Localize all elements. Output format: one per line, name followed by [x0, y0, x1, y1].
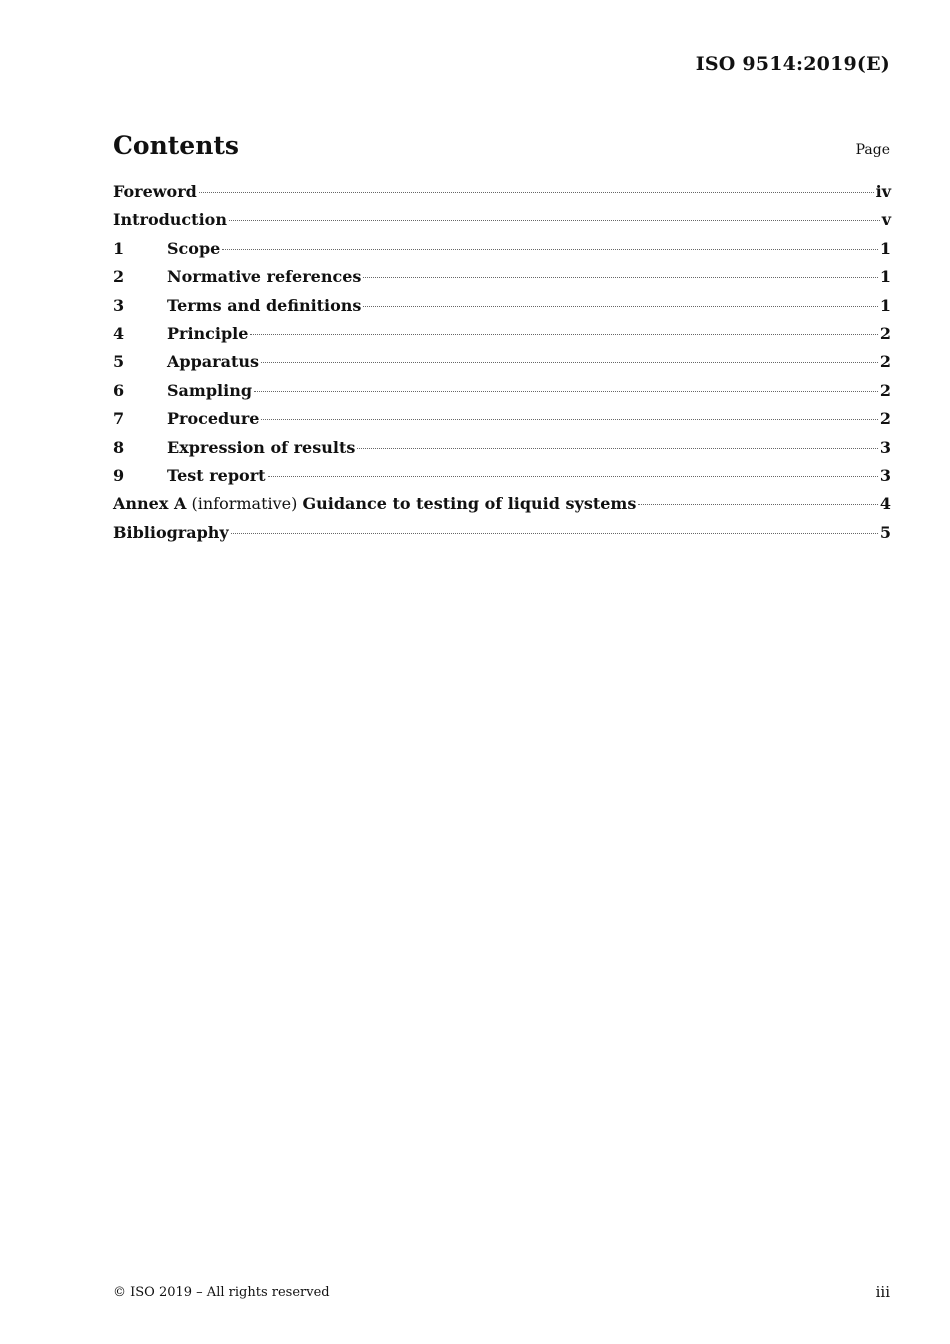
footer-copyright: © ISO 2019 – All rights reserved — [113, 1285, 330, 1300]
toc-entry-title: Terms and definitions — [167, 295, 362, 315]
toc-entry-page: 3 — [879, 465, 891, 485]
toc-entry-number: 7 — [113, 409, 125, 429]
dot-leader — [357, 448, 878, 449]
toc-entry-page: 1 — [879, 238, 891, 258]
toc-entry-expression-of-results[interactable] — [113, 438, 891, 466]
dot-leader — [363, 306, 877, 307]
toc-entry-normative-references[interactable] — [113, 267, 891, 295]
toc-entry-page: 2 — [879, 323, 891, 343]
toc-entry-procedure[interactable] — [113, 409, 891, 437]
toc-entry-title: Expression of results — [167, 437, 356, 457]
dot-leader — [638, 504, 878, 505]
toc-entry-title: Scope — [167, 238, 221, 258]
toc-entry-page: 1 — [879, 267, 891, 287]
toc-entry-number: 6 — [113, 380, 125, 400]
toc-entry-sampling[interactable] — [113, 381, 891, 409]
toc-entry-introduction[interactable] — [113, 210, 891, 238]
toc-entry-foreword[interactable] — [113, 182, 891, 210]
dot-leader — [231, 533, 878, 534]
toc-entry-title: Guidance to testing of liquid systems — [302, 494, 637, 514]
footer-page-number: iii — [875, 1283, 890, 1301]
dot-leader — [222, 249, 878, 250]
toc-entry-annex-note-text: (informative) — [191, 494, 298, 514]
toc-entry-number: 2 — [113, 267, 125, 287]
toc-entry-scope[interactable] — [113, 239, 891, 267]
toc-entry-number: 5 — [113, 352, 125, 372]
page-column-label: Page — [855, 142, 890, 158]
toc-entry-title: Bibliography — [113, 522, 229, 542]
toc-entry-number: 8 — [113, 437, 125, 457]
toc-entry-page: 2 — [879, 409, 891, 429]
toc-entry-title: Procedure — [167, 409, 260, 429]
document-id: ISO 9514:2019(E) — [695, 53, 890, 75]
dot-leader — [268, 476, 878, 477]
toc-entry-title: Introduction — [113, 210, 227, 230]
toc-entry-title: Sampling — [167, 380, 253, 400]
contents-heading: Contents — [113, 131, 240, 160]
toc-entry-number: 1 — [113, 238, 125, 258]
toc-entry-principle[interactable] — [113, 324, 891, 352]
toc-entry-apparatus[interactable] — [113, 352, 891, 380]
toc-entry-annex-a[interactable] — [113, 494, 891, 522]
toc-entry-annex-note — [186, 494, 302, 513]
toc-entry-number: 9 — [113, 465, 125, 485]
toc-entry-page: iv — [875, 182, 891, 201]
toc-entry-title: Apparatus — [167, 352, 259, 372]
toc-entry-title: Test report — [167, 465, 266, 485]
toc-entry-title: Principle — [167, 323, 249, 343]
table-of-contents — [113, 182, 891, 551]
dot-leader — [261, 362, 878, 363]
toc-entry-title: Foreword — [113, 182, 197, 201]
toc-entry-page: 3 — [879, 437, 891, 457]
toc-entry-page: 2 — [879, 380, 891, 400]
toc-entry-page: 1 — [879, 295, 891, 315]
dot-leader — [250, 334, 877, 335]
toc-entry-number: 3 — [113, 295, 125, 315]
toc-entry-page: 4 — [879, 494, 891, 514]
dot-leader — [229, 220, 880, 221]
toc-entry-page: 2 — [879, 352, 891, 372]
toc-entry-number: 4 — [113, 323, 125, 343]
dot-leader — [199, 192, 874, 193]
toc-entry-page: v — [881, 210, 891, 230]
toc-entry-test-report[interactable] — [113, 466, 891, 494]
toc-entry-title: Normative references — [167, 267, 362, 287]
dot-leader — [254, 391, 878, 392]
toc-entry-page: 5 — [879, 522, 891, 542]
toc-entry-annex-label: Annex A — [113, 494, 187, 514]
dot-leader — [363, 277, 877, 278]
toc-entry-bibliography[interactable] — [113, 523, 891, 551]
dot-leader — [261, 419, 877, 420]
toc-entry-terms-and-definitions[interactable] — [113, 296, 891, 324]
